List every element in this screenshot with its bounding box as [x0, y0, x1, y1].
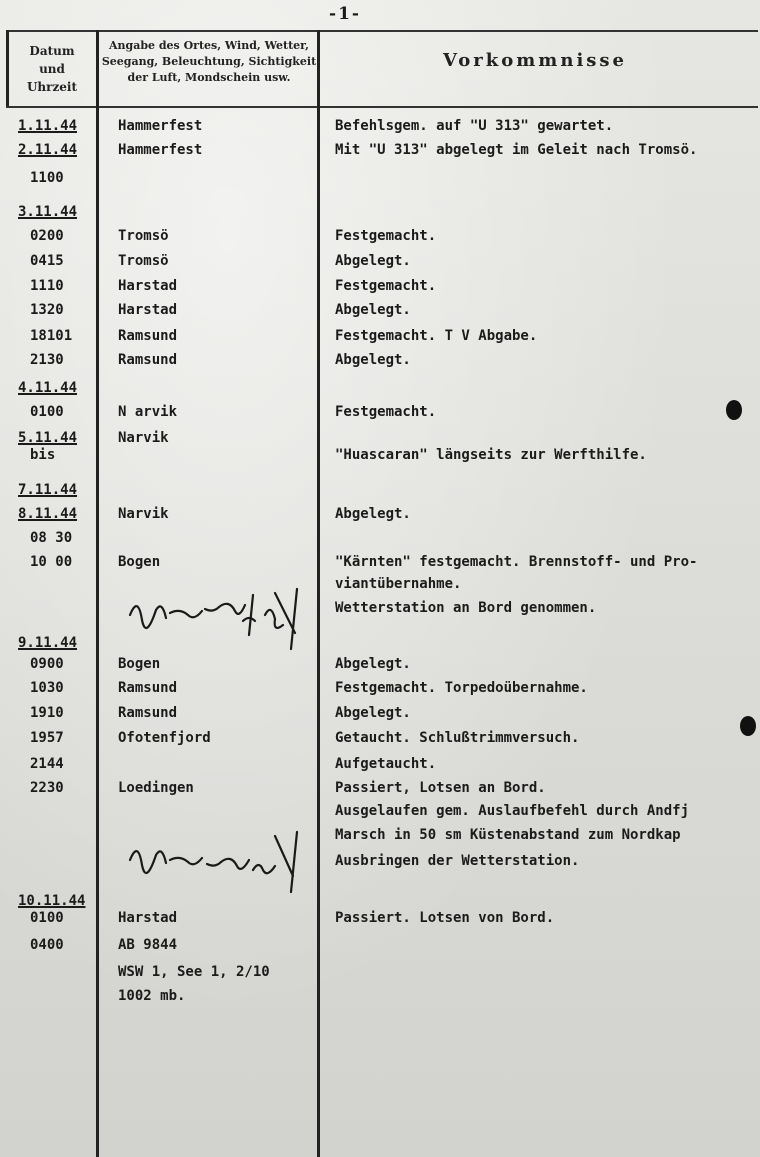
log-place: N arvik	[118, 404, 178, 420]
log-event: Abgelegt.	[335, 302, 411, 318]
log-date: 2.11.44	[18, 142, 78, 158]
log-event: Mit "U 313" abgelegt im Geleit nach Tromsö.	[335, 142, 698, 158]
header-date-time: Datum und Uhrzeit	[26, 44, 78, 94]
log-time: 0200	[30, 228, 64, 244]
log-time: 1320	[30, 302, 64, 318]
log-time: 2130	[30, 352, 64, 368]
log-place: Harstad	[118, 910, 178, 926]
log-event: viantübernahme.	[335, 576, 462, 592]
log-place: Narvik	[118, 506, 169, 522]
log-event: Ausbringen der Wetterstation.	[335, 853, 580, 869]
log-event: Aufgetaucht.	[335, 756, 437, 772]
page-number: -1-	[329, 4, 361, 24]
log-time: 0400	[30, 937, 64, 953]
log-place: Harstad	[118, 302, 178, 318]
log-place: WSW 1, See 1, 2/10	[118, 964, 270, 980]
log-event: Abgelegt.	[335, 656, 411, 672]
log-place: Narvik	[118, 430, 169, 446]
log-event: Abgelegt.	[335, 253, 411, 269]
log-event: Wetterstation an Bord genommen.	[335, 600, 597, 616]
log-event: Abgelegt.	[335, 705, 411, 721]
log-place: Tromsö	[118, 253, 169, 269]
log-event: Ausgelaufen gem. Auslaufbefehl durch Andfj	[335, 803, 690, 819]
log-place: Tromsö	[118, 228, 169, 244]
log-date: 5.11.44	[18, 430, 78, 446]
log-time: 18101	[30, 328, 73, 344]
log-event: Passiert. Lotsen von Bord.	[335, 910, 555, 926]
log-place: Ramsund	[118, 328, 178, 344]
log-time: 0100	[30, 404, 64, 420]
punch-hole-bottom	[740, 716, 756, 736]
log-event: Marsch in 50 sm Küstenabstand zum Nordkap	[335, 827, 681, 843]
log-event: Festgemacht. Torpedoübernahme.	[335, 680, 588, 696]
log-date: 4.11.44	[18, 380, 78, 396]
log-place: Ofotenfjord	[118, 730, 211, 746]
log-event: Befehlsgem. auf "U 313" gewartet.	[335, 118, 614, 134]
log-event: Festgemacht.	[335, 228, 437, 244]
log-place: Loedingen	[118, 780, 194, 796]
log-date: 1.11.44	[18, 118, 78, 134]
log-event: Abgelegt.	[335, 352, 411, 368]
log-time: 1957	[30, 730, 64, 746]
punch-hole-top	[726, 400, 742, 420]
log-time: 2230	[30, 780, 64, 796]
log-date: 10.11.44	[18, 893, 86, 909]
log-place: AB 9844	[118, 937, 178, 953]
handwritten-signature-2	[125, 830, 315, 900]
log-date: 9.11.44	[18, 635, 78, 651]
log-event: Getaucht. Schlußtrimmversuch.	[335, 730, 580, 746]
log-event: Abgelegt.	[335, 506, 411, 522]
log-event: "Huascaran" längseits zur Werfthilfe.	[335, 447, 647, 463]
log-place: Bogen	[118, 656, 161, 672]
header-place-weather: Angabe des Ortes, Wind, Wetter, Seegang, Beleuchtung, Sichtigkeit der Luft, Mondschein usw.	[101, 39, 317, 84]
log-time: 08 30	[30, 530, 73, 546]
top-rule	[6, 30, 758, 32]
log-place: Hammerfest	[118, 118, 203, 134]
log-time: 1110	[30, 278, 64, 294]
log-event: Festgemacht.	[335, 278, 437, 294]
log-place: Bogen	[118, 554, 161, 570]
log-time: 1100	[30, 170, 64, 186]
log-place: Harstad	[118, 278, 178, 294]
log-event: Festgemacht. T V Abgabe.	[335, 328, 538, 344]
log-time: 1910	[30, 705, 64, 721]
log-place: Hammerfest	[118, 142, 203, 158]
column-divider-place	[317, 30, 320, 1157]
handwritten-signature-1	[125, 585, 315, 655]
log-time: 0900	[30, 656, 64, 672]
log-place: Ramsund	[118, 705, 178, 721]
column-divider-date	[96, 30, 99, 1157]
log-date: 7.11.44	[18, 482, 78, 498]
log-event: Festgemacht.	[335, 404, 437, 420]
log-event: Passiert, Lotsen an Bord.	[335, 780, 546, 796]
log-time: 1030	[30, 680, 64, 696]
log-time: 0100	[30, 910, 64, 926]
log-date: 3.11.44	[18, 204, 78, 220]
log-place: 1002 mb.	[118, 988, 186, 1004]
log-time: 2144	[30, 756, 64, 772]
log-event: "Kärnten" festgemacht. Brennstoff- und Pro-	[335, 554, 698, 570]
log-time: 0415	[30, 253, 64, 269]
log-place: Ramsund	[118, 680, 178, 696]
log-time: 10 00	[30, 554, 73, 570]
log-time: bis	[30, 447, 56, 463]
header-rule	[6, 106, 758, 108]
log-date: 8.11.44	[18, 506, 78, 522]
header-events: Vorkommnisse	[442, 50, 628, 71]
log-place: Ramsund	[118, 352, 178, 368]
